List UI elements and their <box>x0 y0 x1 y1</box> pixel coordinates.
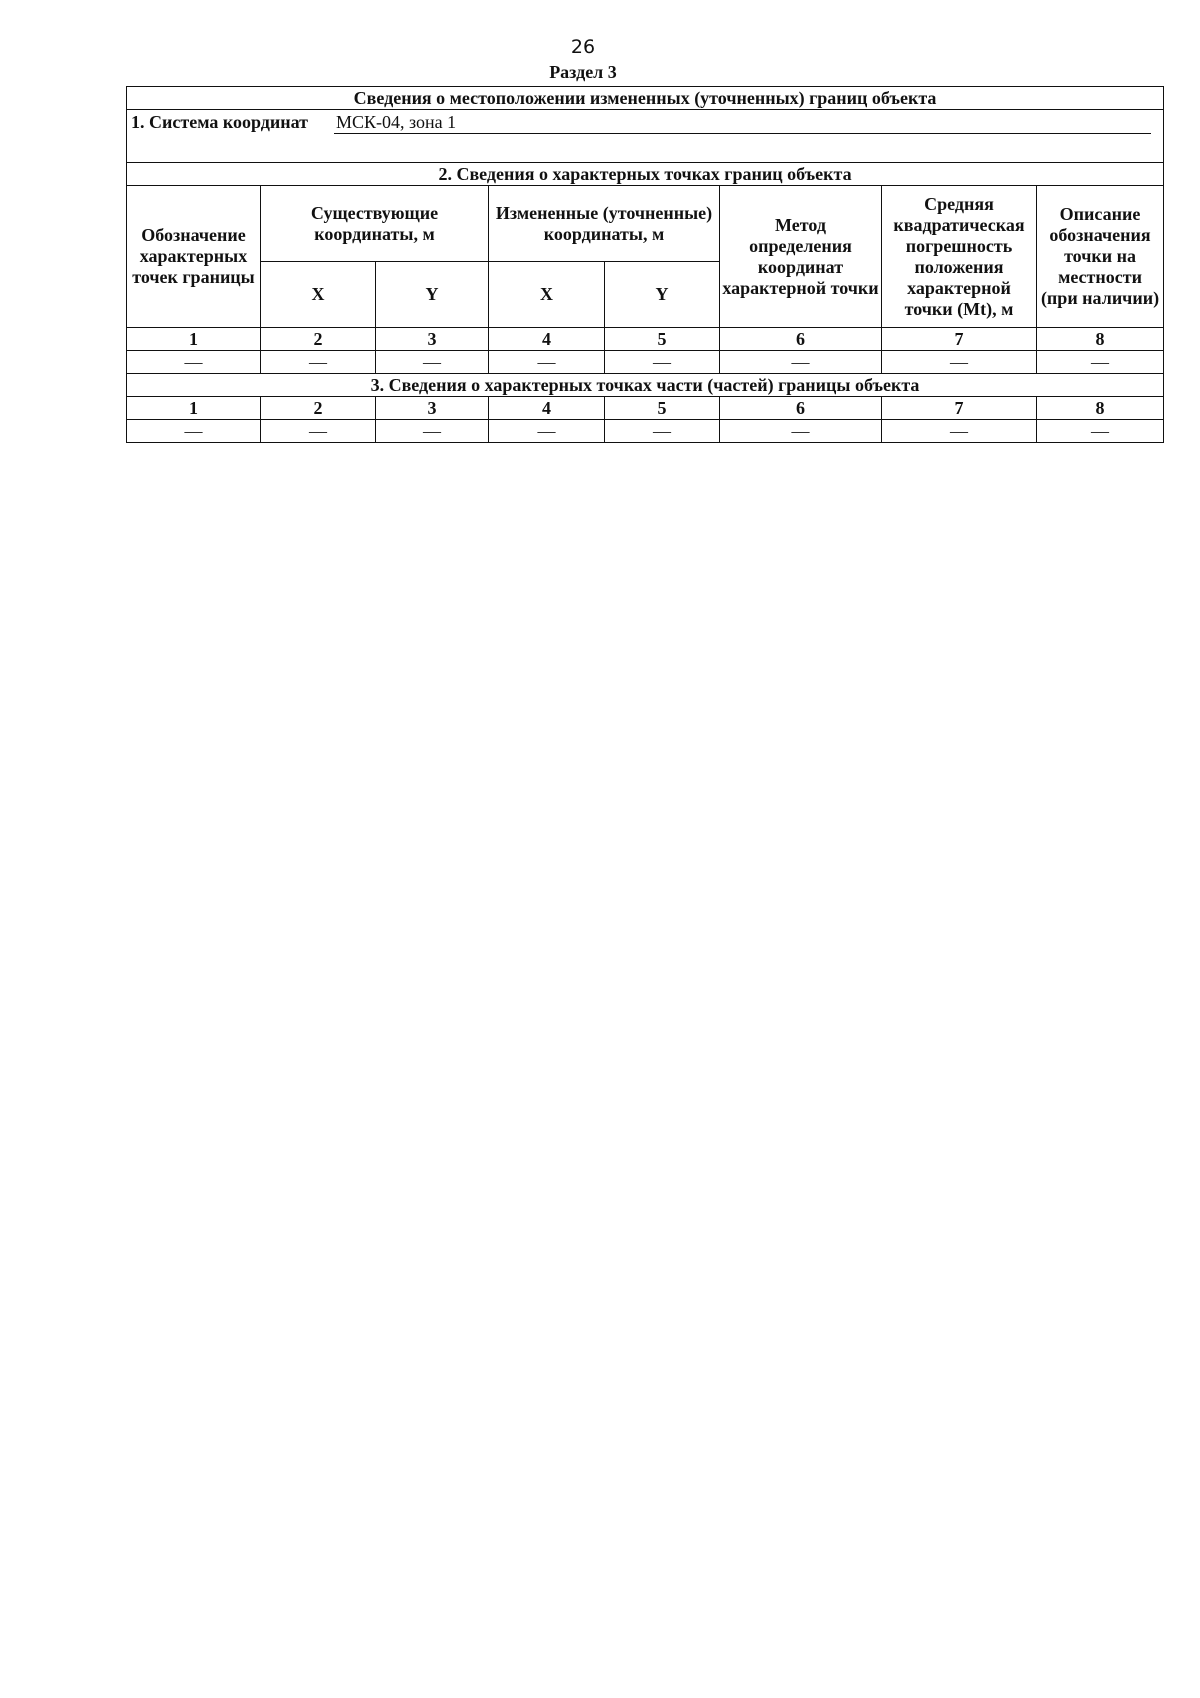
subsection3-title: 3. Сведения о характерных точках части (частей) границы объекта <box>127 374 1164 397</box>
column-number: 2 <box>261 328 376 351</box>
empty-cell: — <box>261 420 376 443</box>
empty-cell: — <box>720 351 882 374</box>
empty-cell: — <box>720 420 882 443</box>
coord-system-value: МСК-04, зона 1 <box>334 112 1151 134</box>
empty-cell: — <box>882 351 1037 374</box>
column-number: 7 <box>882 328 1037 351</box>
column-number: 3 <box>376 328 489 351</box>
header-existing-x: X <box>261 262 376 328</box>
column-number: 6 <box>720 397 882 420</box>
header-existing-coords: Существующие координаты, м <box>261 186 489 262</box>
empty-cell: — <box>882 420 1037 443</box>
section-title: Раздел 3 <box>549 62 617 82</box>
column-number: 5 <box>605 328 720 351</box>
empty-cell: — <box>489 351 605 374</box>
column-number: 2 <box>261 397 376 420</box>
header-existing-y: Y <box>376 262 489 328</box>
empty-cell: — <box>489 420 605 443</box>
empty-cell: — <box>605 420 720 443</box>
column-number: 6 <box>720 328 882 351</box>
header-description: Описание обозначения точки на местности (при наличии) <box>1037 186 1164 328</box>
empty-cell: — <box>1037 420 1164 443</box>
header-mean-error: Средняя квадратическая погрешность положения характерной точки (Mt), м <box>882 186 1037 328</box>
header-changed-y: Y <box>605 262 720 328</box>
coord-system-label: 1. Система координат <box>131 112 308 132</box>
column-number: 3 <box>376 397 489 420</box>
page-number: 26 <box>570 36 596 58</box>
table-title: Сведения о местоположении измененных (уточненных) границ объекта <box>127 87 1164 110</box>
header-changed-x: X <box>489 262 605 328</box>
column-number: 7 <box>882 397 1037 420</box>
column-number: 8 <box>1037 328 1164 351</box>
column-number: 1 <box>127 397 261 420</box>
subsection2-title: 2. Сведения о характерных точках границ объекта <box>127 163 1164 186</box>
column-number: 4 <box>489 328 605 351</box>
empty-cell: — <box>261 351 376 374</box>
header-changed-coords: Измененные (уточненные) координаты, м <box>489 186 720 262</box>
coord-system-row <box>127 110 1164 163</box>
empty-cell: — <box>127 351 261 374</box>
column-number: 1 <box>127 328 261 351</box>
header-designation: Обозначение характерных точек границы <box>127 186 261 328</box>
column-number: 4 <box>489 397 605 420</box>
header-method: Метод определения координат характерной точки <box>720 186 882 328</box>
empty-cell: — <box>605 351 720 374</box>
empty-cell: — <box>127 420 261 443</box>
empty-cell: — <box>1037 351 1164 374</box>
empty-cell: — <box>376 420 489 443</box>
column-number: 5 <box>605 397 720 420</box>
empty-cell: — <box>376 351 489 374</box>
boundary-table <box>126 86 1164 443</box>
column-number: 8 <box>1037 397 1164 420</box>
